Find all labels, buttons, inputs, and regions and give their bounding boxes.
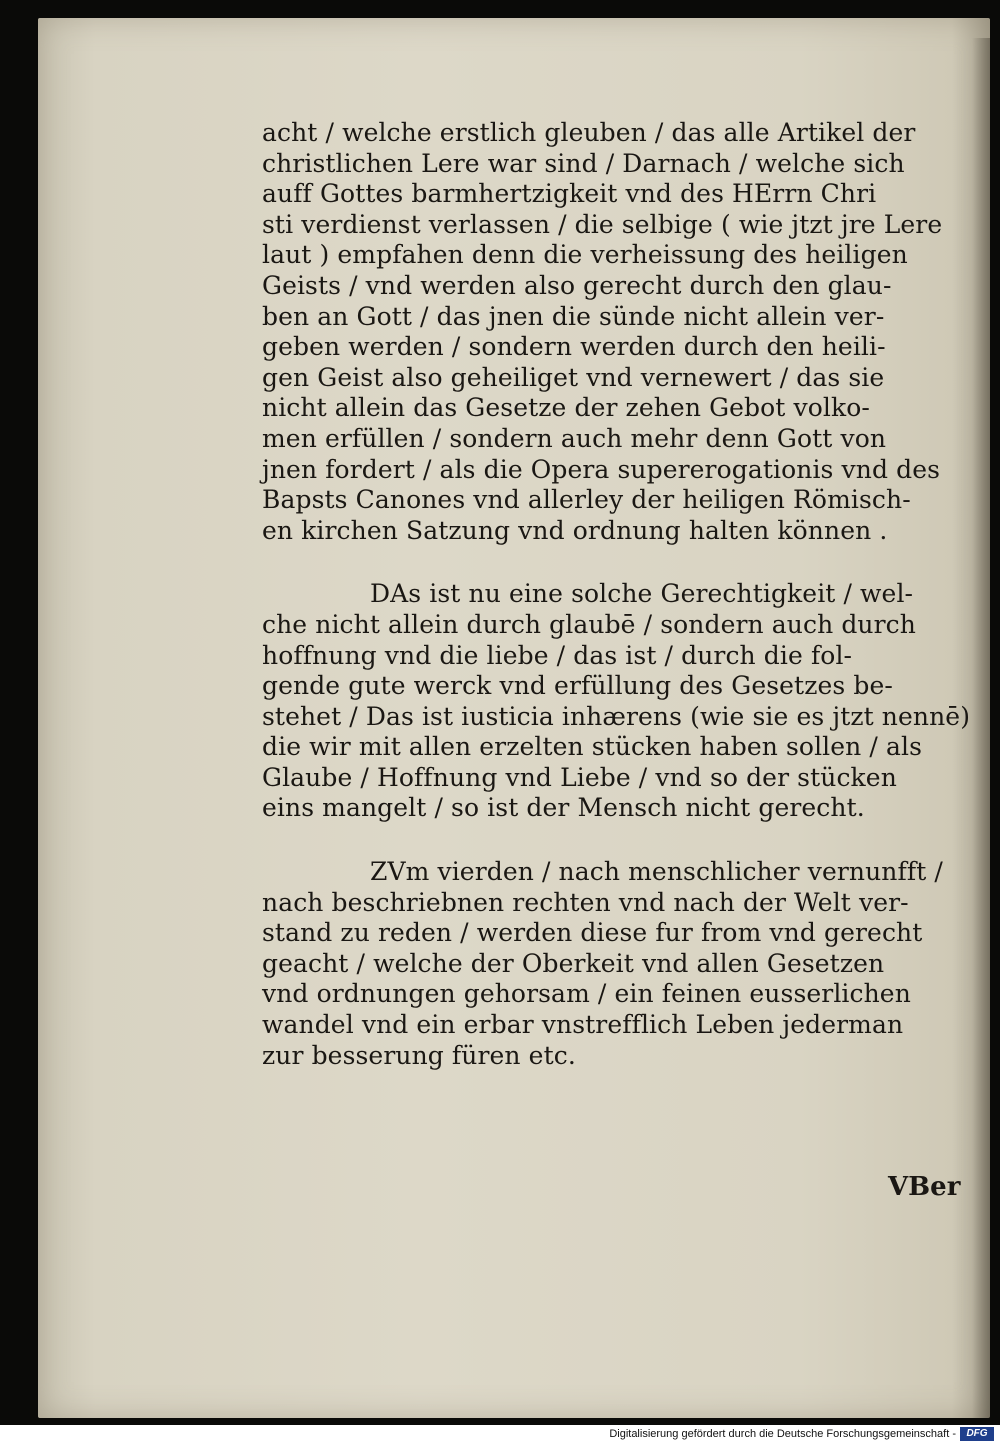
text-line: acht / welche erstlich gleuben / das alle Artikel der: [262, 118, 916, 147]
text-line: DAs ist nu eine solche Gerechtigkeit / wel-: [370, 579, 914, 609]
text-line: die wir mit allen erzelten stücken haben sollen / als: [262, 732, 922, 762]
text-line: laut ) empfahen denn die verheissung des heiligen: [262, 240, 908, 270]
paragraph-3: [262, 857, 992, 1071]
paragraph-2: [262, 579, 992, 824]
dfg-logo: DFG: [960, 1427, 994, 1441]
funding-credit: Digitalisierung gefördert durch die Deutsche Forschungsgemeinschaft -: [609, 1428, 956, 1440]
text-line: Bapsts Canones vnd allerley der heiligen Römisch-: [262, 485, 911, 515]
text-line: Geists / vnd werden also gerecht durch den glau-: [262, 270, 892, 300]
text-line: hoffnung vnd die liebe / das ist / durch die fol-: [262, 640, 853, 670]
text-line: che nicht allein durch glaubē / sondern auch durch: [262, 609, 916, 639]
text-line: nach beschriebnen rechten vnd nach der Welt ver-: [262, 887, 909, 917]
text-line: auff Gottes barmhertzigkeit vnd des HErrn Chri: [262, 179, 877, 209]
text-line: sti verdienst verlassen / die selbige ( wie jtzt jre Lere: [262, 209, 943, 239]
text-line: men erfüllen / sondern auch mehr denn Gott von: [262, 423, 887, 453]
text-line: ben an Gott / das jnen die sünde nicht allein ver-: [262, 301, 885, 331]
text-line: en kirchen Satzung vnd ordnung halten können .: [262, 515, 888, 545]
text-line: gen Geist also geheiliget vnd vernewert / das sie: [262, 362, 885, 392]
paragraph-1: [262, 118, 992, 546]
text-line: eins mangelt / so ist der Mensch nicht gerecht.: [262, 793, 865, 823]
text-line: stehet / Das ist iusticia inhærens (wie sie es jtzt nennē): [262, 701, 971, 731]
catchword: VBer: [888, 1172, 961, 1202]
footer-bar: [0, 1425, 1000, 1445]
text-line: zur besserung füren etc.: [262, 1040, 576, 1070]
page-text-block: [262, 118, 992, 1104]
text-line: gende gute werck vnd erfüllung des Gesetzes be-: [262, 671, 893, 701]
text-line: geacht / welche der Oberkeit vnd allen Gesetzen: [262, 948, 885, 978]
text-line: wandel vnd ein erbar vnstrefflich Leben jederman: [262, 1010, 904, 1040]
text-line: vnd ordnungen gehorsam / ein feinen eusserlichen: [262, 979, 911, 1009]
text-line: christlichen Lere war sind / Darnach / welche sich: [262, 148, 905, 178]
text-line: stand zu reden / werden diese fur from vnd gerecht: [262, 918, 923, 948]
text-line: jnen fordert / als die Opera supererogationis vnd des: [262, 454, 941, 484]
text-line: nicht allein das Gesetze der zehen Gebot volko-: [262, 393, 870, 423]
text-line: geben werden / sondern werden durch den heili-: [262, 332, 886, 362]
text-line: ZVm vierden / nach menschlicher vernunfft /: [370, 857, 943, 887]
text-line: Glaube / Hoffnung vnd Liebe / vnd so der stücken: [262, 762, 897, 792]
